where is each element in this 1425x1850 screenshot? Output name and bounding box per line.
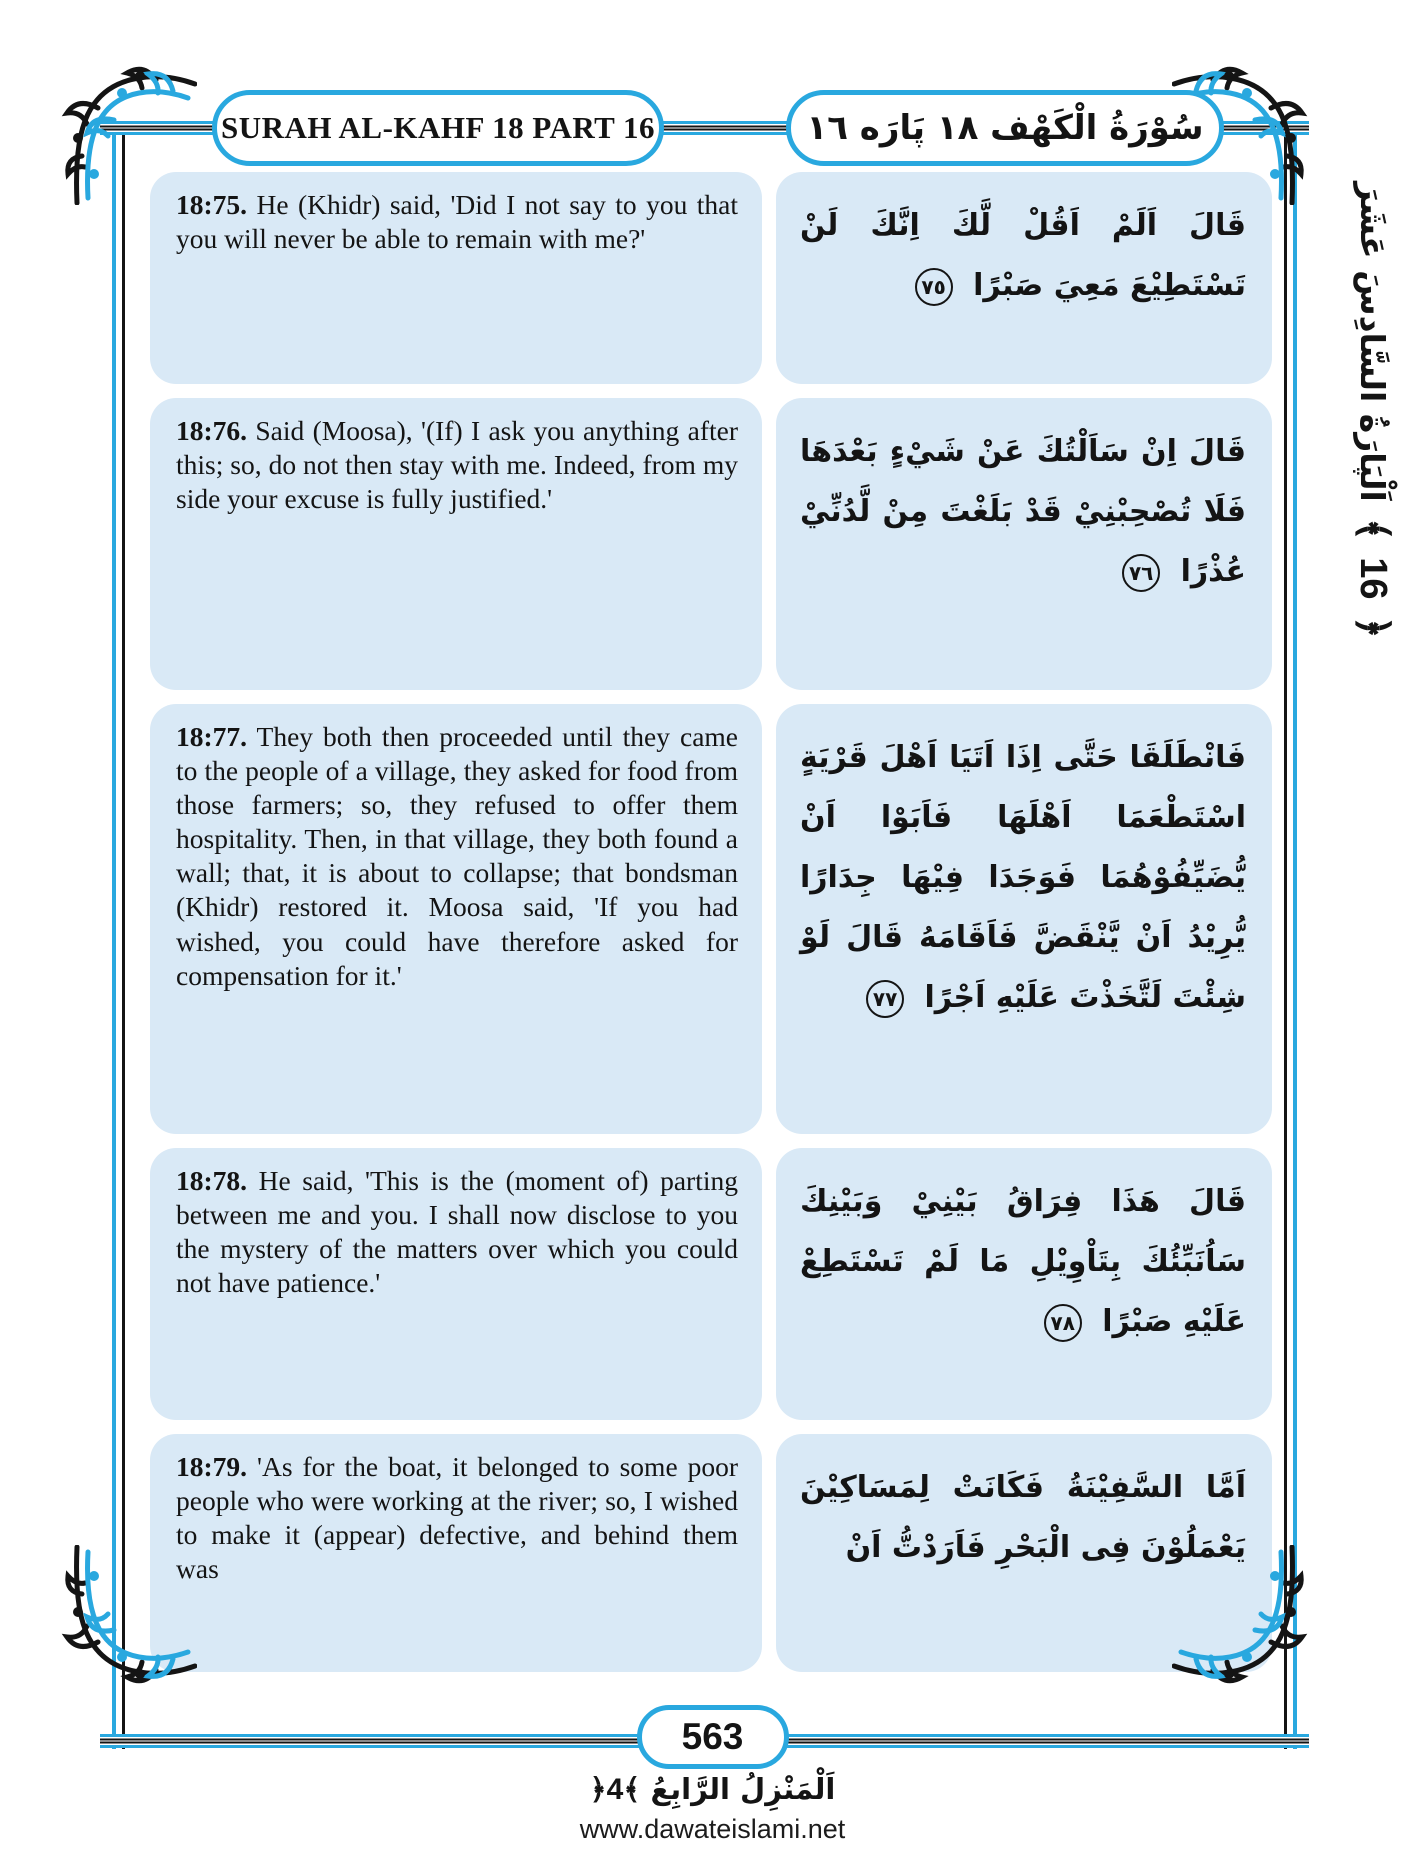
page-number-pill	[637, 1705, 789, 1769]
manzil-label: اَلْمَنْزِلُ الرَّابِعُ	[650, 1772, 836, 1806]
ornate-bracket-icon: ﴿	[1350, 615, 1396, 639]
header-title-english-label: SURAH AL-KAHF 18 PART 16	[220, 110, 656, 145]
verse-18-77-english	[150, 704, 762, 1134]
side-part-number: 16	[1352, 557, 1395, 600]
verse-arabic-text: فَانْطَلَقَا حَتَّى اِذَا اَتَيَا اَهْلَ قَرْيَةٍ اسْتَطْعَمَا اَهْلَهَا فَاَبَوْا اَنْ يُّضَيِّفُوْهُمَا فَوَجَدَا فِيْهَا جِدَارًا يُّرِيْدُ اَنْ يَّنْقَضَّ فَاَقَامَهُ قَالَ لَوْ شِئْتَ لَتَّخَذْتَ عَلَيْهِ اَجْرًا	[800, 740, 1246, 1015]
website-url: www.dawateislami.net	[579, 1814, 846, 1844]
side-part-calligraphy: اَلْپَارَةُ السَّادِسَ عَشَرَ	[1353, 182, 1393, 502]
verse-translation: Said (Moosa), '(If) I ask you anything after this; so, do not then stay with me. Indeed, from my side your excuse is fully justified.'	[176, 415, 738, 515]
header-title-arabic-label: سُوْرَةُ الْكَهْف ١٨ پَارَه ١٦	[806, 108, 1204, 148]
verse-arabic-text: قَالَ اِنْ سَاَلْتُكَ عَنْ شَيْءٍ بَعْدَهَا فَلَا تُصْحِبْنِيْ قَدْ بَلَغْتَ مِنْ لَّدُنِّيْ عُذْرًا	[800, 434, 1246, 589]
corner-flourish-icon	[52, 1545, 197, 1690]
verse-arabic-text: قَالَ اَلَمْ اَقُلْ لَّكَ اِنَّكَ لَنْ تَسْتَطِيْعَ مَعِيَ صَبْرًا	[800, 208, 1246, 303]
header-title-english	[212, 90, 664, 166]
verse-18-79-english	[150, 1434, 762, 1672]
ornate-bracket-icon: ﴾	[623, 1772, 641, 1806]
side-part-marker	[1350, 182, 1396, 639]
verse-arabic-text: قَالَ هَذَا فِرَاقُ بَيْنِيْ وَبَيْنِكَ سَاُنَبِّئُكَ بِتَاْوِيْلِ مَا لَمْ تَسْتَطِعْ عَلَيْهِ صَبْرًا	[800, 1184, 1246, 1339]
page-number: 563	[681, 1716, 744, 1757]
aya-number-marker: ٧٨	[1044, 1304, 1082, 1342]
verse-ref: 18:77.	[176, 721, 248, 752]
verse-18-76-arabic	[776, 398, 1272, 690]
verse-grid	[150, 172, 1272, 1672]
verse-translation: He said, 'This is the (moment of) parting between me and you. I shall now disclose to you the mystery of the matters over which you could not have patience.'	[176, 1165, 738, 1299]
aya-number-marker: ٧٧	[866, 980, 904, 1018]
verse-18-77-arabic	[776, 704, 1272, 1134]
verse-arabic-text: اَمَّا السَّفِيْنَةُ فَكَانَتْ لِمَسَاكِيْنَ يَعْمَلُوْنَ فِى الْبَحْرِ فَاَرَدْتُّ اَنْ	[800, 1470, 1246, 1565]
verse-18-78-english	[150, 1148, 762, 1420]
verse-ref: 18:79.	[176, 1451, 248, 1482]
verse-18-78-arabic	[776, 1148, 1272, 1420]
verse-ref: 18:78.	[176, 1165, 248, 1196]
verse-ref: 18:76.	[176, 415, 248, 446]
manzil-marker	[0, 1772, 1425, 1807]
aya-number-marker: ٧٥	[915, 268, 953, 306]
ornate-bracket-icon: ﴾	[1350, 517, 1396, 542]
verse-translation: 'As for the boat, it belonged to some poor people who were working at the river; so, I wished to make it (appear) defective, and behind them was	[176, 1451, 739, 1585]
verse-ref: 18:75.	[176, 189, 248, 220]
corner-flourish-icon	[52, 60, 197, 205]
verse-18-75-english	[150, 172, 762, 384]
verse-translation: He (Khidr) said, 'Did I not say to you that you will never be able to remain with me?'	[176, 189, 739, 255]
verse-18-76-english	[150, 398, 762, 690]
manzil-number: 4	[606, 1773, 624, 1806]
ornate-bracket-icon: ﴿	[589, 1772, 607, 1806]
header-title-arabic	[786, 90, 1224, 166]
corner-flourish-icon	[1172, 1545, 1317, 1690]
verse-translation: They both then proceeded until they came to the people of a village, they asked for food from those farmers; so, they refused to offer them hospitality. Then, in that village, they both found a wall; that, it is about to collapse; that bondsman (Khidr) restored it. Moosa said, 'If you had wished, you could have therefore asked for compensation for it.'	[176, 721, 738, 991]
aya-number-marker: ٧٦	[1122, 554, 1160, 592]
